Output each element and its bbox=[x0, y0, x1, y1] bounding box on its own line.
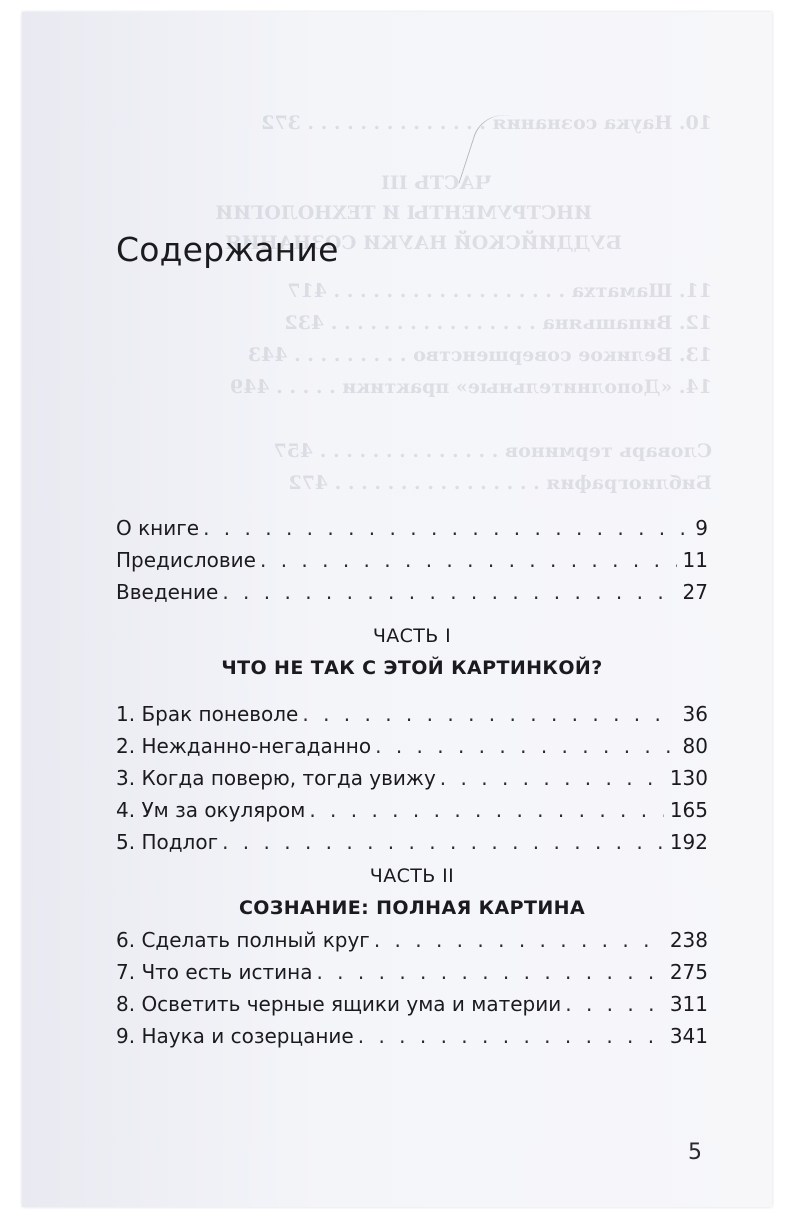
toc-entry-page: 192 bbox=[669, 830, 708, 854]
toc-entry-label: 8. Осветить черные ящики ума и материи bbox=[116, 992, 562, 1016]
page-title: Содержание bbox=[116, 230, 339, 269]
toc-entry-page: 11 bbox=[682, 548, 708, 572]
toc-entry[interactable] bbox=[116, 988, 708, 1020]
toc-entry-label: 5. Подлог bbox=[116, 830, 219, 854]
bleed-line: 12. Випашьяна . . . . . . . . . . . . . . . . 432 bbox=[284, 312, 712, 334]
leader-dots bbox=[260, 544, 677, 576]
leader-dots bbox=[316, 956, 663, 988]
bleed-line: БУДДИЙСКОЙ НАУКИ СОЗНАНИЯ bbox=[224, 232, 622, 254]
part-1-label: ЧАСТЬ I bbox=[372, 625, 452, 647]
toc-entry-page: 275 bbox=[669, 960, 708, 984]
leader-dots bbox=[309, 794, 664, 826]
toc-entry[interactable] bbox=[116, 924, 708, 956]
toc-entry[interactable] bbox=[116, 1020, 708, 1052]
toc-entry-page: 341 bbox=[669, 1024, 708, 1048]
toc-entry[interactable] bbox=[116, 512, 708, 544]
toc-entry[interactable] bbox=[116, 730, 708, 762]
leader-dots bbox=[302, 698, 676, 730]
toc-entry-page: 27 bbox=[682, 580, 708, 604]
toc-entry-page: 9 bbox=[695, 516, 708, 540]
toc-entry[interactable] bbox=[116, 698, 708, 730]
toc-entry-label: 4. Ум за окуляром bbox=[116, 798, 306, 822]
toc-entry-label: 7. Что есть истина bbox=[116, 960, 313, 984]
bleed-line: Библиография . . . . . . . . . . . . . . . . 472 bbox=[288, 472, 712, 494]
toc-entry[interactable] bbox=[116, 762, 708, 794]
leader-dots bbox=[565, 988, 664, 1020]
leader-dots bbox=[222, 826, 664, 858]
leader-dots bbox=[375, 730, 676, 762]
toc-entry-label: 2. Нежданно-негаданно bbox=[116, 734, 372, 758]
bleed-line: 10. Наука сознания . . . . . . . . . . . . . . 372 bbox=[261, 112, 712, 134]
bleed-line: 13. Великое совершенство . . . . . . . . . 443 bbox=[247, 344, 712, 366]
page-crease bbox=[458, 107, 512, 193]
toc-entry[interactable] bbox=[116, 576, 708, 608]
leader-dots bbox=[358, 1020, 664, 1052]
bleed-line: Словарь терминов . . . . . . . . . . . . . . 457 bbox=[273, 440, 712, 462]
bleed-line: ИНСТРУМЕНТЫ И ТЕХНОЛОГИИ bbox=[215, 202, 592, 224]
part-2-label: ЧАСТЬ II bbox=[369, 865, 455, 887]
toc-entry-page: 311 bbox=[669, 992, 708, 1016]
table-of-contents bbox=[116, 512, 708, 1052]
page-number: 5 bbox=[688, 1140, 702, 1165]
toc-entry-page: 165 bbox=[669, 798, 708, 822]
toc-entry-label: Введение bbox=[116, 580, 219, 604]
part-1-title: ЧТО НЕ ТАК С ЭТОЙ КАРТИНКОЙ? bbox=[221, 657, 603, 679]
toc-entry[interactable] bbox=[116, 794, 708, 826]
bleed-line: 11. Шаматха . . . . . . . . . . . . . . . . . . 417 bbox=[287, 280, 712, 302]
bleed-line: 14. «Дополнительные» практики . . . . . 449 bbox=[229, 376, 712, 398]
toc-entry[interactable] bbox=[116, 544, 708, 576]
toc-entry-page: 80 bbox=[682, 734, 708, 758]
bleed-line: ЧАСТЬ III bbox=[380, 172, 492, 194]
book-page bbox=[22, 12, 772, 1207]
toc-entry[interactable] bbox=[116, 826, 708, 858]
toc-entry-label: 3. Когда поверю, тогда увижу bbox=[116, 766, 436, 790]
toc-entry-label: 9. Наука и созерцание bbox=[116, 1024, 354, 1048]
part-2-title: СОЗНАНИЕ: ПОЛНАЯ КАРТИНА bbox=[238, 897, 586, 919]
leader-dots bbox=[222, 576, 676, 608]
leader-dots bbox=[374, 924, 664, 956]
toc-entry-page: 238 bbox=[669, 928, 708, 952]
toc-entry-page: 130 bbox=[669, 766, 708, 790]
leader-dots bbox=[440, 762, 664, 794]
toc-entry-label: Предисловие bbox=[116, 548, 256, 572]
leader-dots bbox=[203, 512, 689, 544]
toc-entry-label: 1. Брак поневоле bbox=[116, 702, 299, 726]
toc-entry-page: 36 bbox=[682, 702, 708, 726]
toc-entry-label: 6. Сделать полный круг bbox=[116, 928, 370, 952]
toc-entry[interactable] bbox=[116, 956, 708, 988]
toc-entry-label: О книге bbox=[116, 516, 200, 540]
